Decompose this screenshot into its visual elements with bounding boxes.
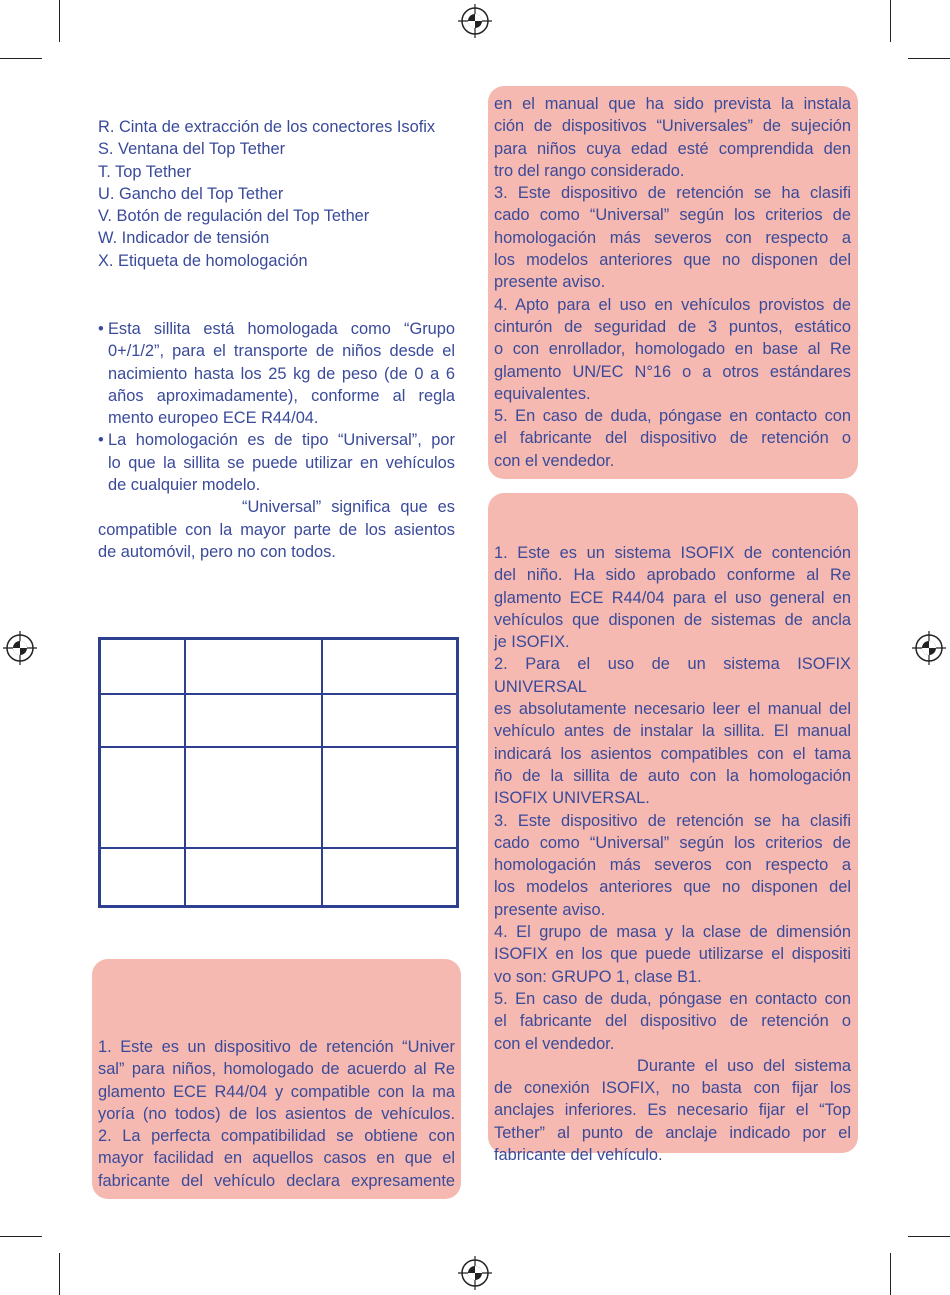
crop-mark	[890, 1253, 891, 1295]
box-line: je ISOFIX.	[494, 633, 570, 652]
box-line: cado como “Universal” según los criterios de	[494, 833, 851, 852]
continued-info-text	[494, 93, 851, 472]
bullet-line: nacimiento hasta los 25 kg de peso (de 0 a 6	[108, 364, 455, 383]
compatibility-table	[98, 637, 459, 908]
registration-mark-icon	[458, 1256, 492, 1290]
note-line: anclajes inferiores. Es necesario fijar el “Top	[494, 1101, 851, 1120]
box-line: mayor facilidad en aquellos casos en que el	[98, 1149, 455, 1168]
box-line: glamento ECE R44/04 para el uso general en	[494, 588, 851, 607]
table-cell	[100, 747, 185, 848]
bullet-line: años aproximadamente), conforme al regla	[108, 386, 455, 405]
box-line: ño de la sillita de auto con la homologación	[494, 766, 851, 785]
bullet-line: Esta sillita está homologada como “Grupo	[108, 320, 455, 338]
universal-info-text	[98, 1036, 455, 1192]
box-line: los modelos anteriores que no disponen del	[494, 878, 851, 897]
note-line: compatible con la mayor parte de los asientos	[98, 520, 455, 539]
bullet-line: 0+/1/2”, para el transporte de niños desde el	[108, 342, 455, 361]
box-line: ISOFIX UNIVERSAL.	[494, 789, 650, 808]
box-line: sal” para niños, homologado de acuerdo al Re	[98, 1060, 455, 1079]
table-cell	[322, 747, 458, 848]
bullet-dot-icon: •	[98, 320, 104, 338]
box-line: homologación más severos con respecto a	[494, 856, 851, 875]
universal-info-box-continued	[488, 86, 858, 479]
box-line: equivalentes.	[494, 384, 591, 403]
table-cell	[100, 639, 185, 694]
box-line: presente aviso.	[494, 273, 606, 292]
box-line: 3. Este dispositivo de retención se ha clasifi	[494, 811, 851, 830]
table-cell	[100, 694, 185, 747]
box-line: 2. La perfecta compatibilidad se obtiene con	[98, 1127, 455, 1146]
crop-mark	[890, 0, 891, 42]
box-line: ción de dispositivos “Universales” de sujeción	[494, 117, 851, 136]
box-line: es absolutamente necesario leer el manual del	[494, 700, 851, 719]
box-line: o con enrollador, homologado en base al Re	[494, 340, 851, 359]
box-line: vehículo antes de instalar la sillita. El manual	[494, 722, 851, 741]
legend-item: R. Cinta de extracción de los conectores Isofix	[98, 118, 436, 136]
crop-mark	[908, 1236, 950, 1237]
box-line: con el vendedor.	[494, 1034, 615, 1053]
box-line: del niño. Ha sido aprobado conforme al Re	[494, 566, 851, 585]
table-cell	[100, 848, 185, 907]
box-line: los modelos anteriores que no disponen del	[494, 251, 851, 270]
note-line: Durante el uso del sistema	[637, 1056, 851, 1075]
table-cell	[185, 848, 322, 907]
universal-info-box	[92, 959, 461, 1199]
box-line: 1. Este es un sistema ISOFIX de contención	[494, 544, 851, 562]
box-line: el fabricante del dispositivo de retención o	[494, 1012, 851, 1031]
box-line: presente aviso.	[494, 900, 606, 919]
crop-mark	[0, 58, 42, 59]
table-cell	[322, 639, 458, 694]
legend-item: T. Top Tether	[98, 162, 192, 181]
box-line: 2. Para el uso de un sistema ISOFIX UNIVERSAL	[494, 655, 851, 696]
box-line: el fabricante del dispositivo de retención o	[494, 429, 851, 448]
box-line: glamento ECE R44/04 y compatible con la ma	[98, 1082, 455, 1101]
table-cell	[322, 694, 458, 747]
box-line: vo son: GRUPO 1, clase B1.	[494, 967, 702, 986]
table-cell	[322, 848, 458, 907]
registration-mark-icon	[912, 631, 946, 665]
box-line: tro del rango considerado.	[494, 161, 685, 180]
note-line: de automóvil, pero no con todos.	[98, 542, 336, 561]
isofix-info-box	[488, 493, 858, 1165]
box-line: glamento UN/EC N°16 o a otros estándares	[494, 362, 851, 381]
legend-item: X. Etiqueta de homologación	[98, 251, 308, 270]
box-line: 1. Este es un dispositivo de retención “Univer	[98, 1038, 455, 1056]
universal-note	[98, 496, 455, 563]
box-line: 3. Este dispositivo de retención se ha clasifi	[494, 184, 851, 203]
box-line: vehículos que disponen de sistemas de ancla	[494, 610, 851, 629]
table-cell	[185, 639, 322, 694]
bullet-line: de cualquier modelo.	[108, 476, 261, 495]
box-line: cado como “Universal” según los criterios de	[494, 206, 851, 225]
box-line: fabricante del vehículo declara expresamente	[98, 1171, 455, 1190]
legend-item: S. Ventana del Top Tether	[98, 140, 286, 159]
note-line: “Universal” significa que es	[242, 498, 455, 517]
box-line: 5. En caso de duda, póngase en contacto con	[494, 989, 851, 1008]
table-cell	[185, 694, 322, 747]
box-line: cinturón de seguridad de 3 puntos, estático	[494, 317, 851, 336]
parts-legend	[98, 116, 458, 272]
box-line: ISOFIX en los que puede utilizarse el dispositi	[494, 945, 851, 964]
box-line: yoría (no todos) de los asientos de vehículos.	[98, 1104, 455, 1123]
box-line: 4. Apto para el uso en vehículos provistos de	[494, 295, 851, 314]
crop-mark	[59, 0, 60, 42]
bullet-dot-icon: •	[98, 431, 104, 450]
note-line: fabricante del vehículo.	[494, 1146, 663, 1165]
box-line: 5. En caso de duda, póngase en contacto con	[494, 407, 851, 426]
box-line: con el vendedor.	[494, 451, 615, 470]
box-line: para niños cuya edad esté comprendida den	[494, 139, 851, 158]
crop-mark	[908, 58, 950, 59]
box-line: indicará los asientos compatibles con el tama	[494, 744, 851, 763]
note-line: Tether” al punto de anclaje indicado por el	[494, 1123, 851, 1142]
bullet-line: lo que la sillita se puede utilizar en vehículos	[108, 453, 455, 472]
crop-mark	[59, 1253, 60, 1295]
box-line: 4. El grupo de masa y la clase de dimensión	[494, 923, 851, 942]
note-line: de conexión ISOFIX, no basta con fijar los	[494, 1079, 851, 1098]
bullet-line: mento europeo ECE R44/04.	[108, 409, 319, 428]
homologation-bullets	[98, 318, 455, 563]
bullet-item	[98, 318, 455, 429]
registration-mark-icon	[458, 4, 492, 38]
box-line: en el manual que ha sido prevista la instala	[494, 95, 851, 113]
bullet-item	[98, 429, 455, 496]
box-line: homologación más severos con respecto a	[494, 228, 851, 247]
legend-item: W. Indicador de tensión	[98, 229, 270, 248]
legend-item: U. Gancho del Top Tether	[98, 184, 284, 203]
isofix-info-text	[494, 542, 851, 1166]
registration-mark-icon	[3, 631, 37, 665]
crop-mark	[0, 1236, 42, 1237]
isofix-note	[494, 1055, 851, 1166]
legend-item: V. Botón de regulación del Top Tether	[98, 207, 370, 226]
bullet-line: La homologación es de tipo “Universal”, por	[108, 431, 455, 450]
table-cell	[185, 747, 322, 848]
